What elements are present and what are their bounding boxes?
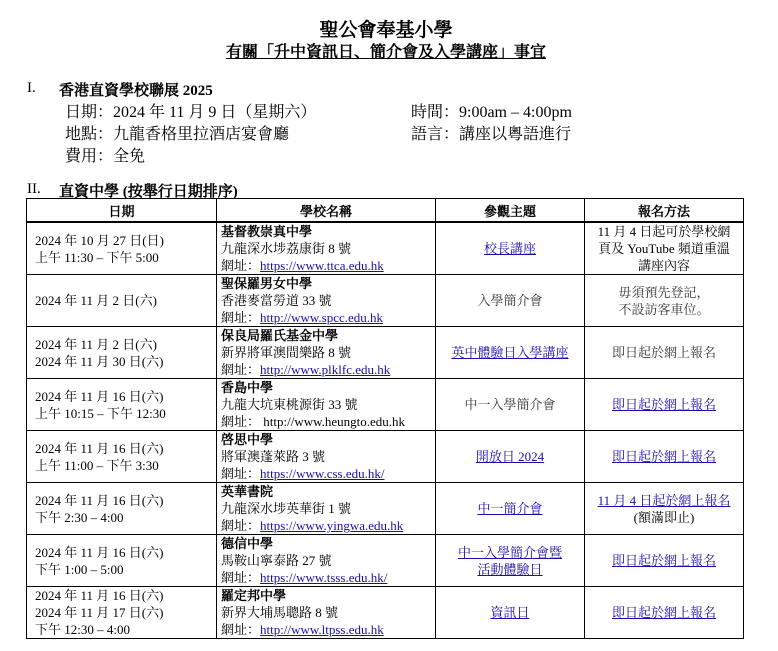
- school-address: 九龍深水埗英華街 1 號: [221, 501, 352, 516]
- theme-link[interactable]: 校長講座: [483, 241, 536, 256]
- school-name: 羅定邦中學: [221, 588, 287, 603]
- row-school: [217, 379, 436, 431]
- school-url-link[interactable]: https://www.ttca.edu.hk: [260, 258, 384, 273]
- theme-text: 中一入學簡介會: [464, 397, 556, 412]
- date-line: 下午 1:00 – 5:00: [35, 561, 124, 577]
- table-header-row: [27, 199, 744, 223]
- row-registration: [585, 587, 744, 639]
- url-label: 網址：: [221, 570, 261, 585]
- school-address: 將軍澳蓬萊路 3 號: [221, 449, 326, 464]
- section1-title: 香港直資學校聯展 2025: [59, 83, 213, 99]
- school-name: 保良局羅氏基金中學: [221, 328, 339, 343]
- registration-line: 頁及 YouTube 頻道重溫: [598, 241, 730, 256]
- row-registration: [585, 275, 744, 327]
- registration-line: 毋須預先登記，: [618, 284, 710, 300]
- row-date: [27, 483, 217, 535]
- date-line: 2024 年 11 月 2 日(六): [35, 293, 157, 308]
- school-name: 基督教崇真中學: [221, 224, 313, 239]
- expo-venue: 地點：九龍香格里拉酒店宴會廳: [65, 126, 290, 143]
- section2-title: 直資中學 (按舉行日期排序): [59, 184, 238, 200]
- school-url-link[interactable]: https://www.css.edu.hk/: [260, 466, 385, 481]
- expo-fee: 費用：全免: [65, 148, 146, 165]
- registration-link[interactable]: 即日起於網上報名: [611, 605, 716, 620]
- row-school: [217, 535, 436, 587]
- row-theme: [436, 222, 585, 275]
- registration-link[interactable]: 即日起於網上報名: [611, 449, 716, 464]
- row-registration: [585, 327, 744, 379]
- url-label: 網址：: [221, 258, 261, 273]
- header-theme: 參觀主題: [436, 199, 585, 223]
- row-date: [27, 535, 217, 587]
- url-label: 網址：: [221, 622, 261, 637]
- school-url-link[interactable]: http://www.plklfc.edu.hk: [260, 362, 391, 377]
- date-line: 2024 年 11 月 16 日(六): [35, 388, 164, 404]
- registration-line: 不設訪客車位。: [618, 301, 710, 317]
- row-theme: [436, 431, 585, 483]
- table-row: [27, 431, 744, 483]
- header-school: 學校名稱: [217, 199, 436, 223]
- table-row: [27, 535, 744, 587]
- row-school: [217, 327, 436, 379]
- school-address: 九龍大坑東桃源街 33 號: [221, 397, 358, 412]
- row-date: [27, 431, 217, 483]
- url-label: 網址：: [221, 518, 261, 533]
- row-registration: [585, 431, 744, 483]
- theme-link[interactable]: 開放日 2024: [475, 449, 545, 464]
- registration-link[interactable]: 即日起於網上報名: [611, 397, 716, 412]
- date-line: 下午 2:30 – 4:00: [35, 509, 124, 525]
- table-row: [27, 483, 744, 535]
- date-line: 上午 11:00 – 下午 3:30: [35, 457, 159, 473]
- row-date: [27, 222, 217, 275]
- date-line: 2024 年 11 月 16 日(六): [35, 588, 164, 603]
- table-row: [27, 587, 744, 639]
- theme-link[interactable]: 英中體驗日入學講座: [451, 345, 569, 360]
- theme-link[interactable]: 中一簡介會: [477, 501, 543, 516]
- theme-link[interactable]: 活動體驗日: [477, 561, 543, 577]
- date-line: 2024 年 11 月 2 日(六): [35, 336, 157, 352]
- header-registration: 報名方法: [585, 199, 744, 223]
- school-address: 香港麥當勞道 33 號: [221, 293, 332, 308]
- document-subtitle: 有關「升中資訊日、簡介會及入學講座」事宜: [225, 44, 546, 61]
- url-label: 網址：: [221, 466, 261, 481]
- row-date: [27, 379, 217, 431]
- expo-language: 語言：講座以粵語進行: [411, 126, 572, 143]
- expo-date: 日期：2024 年 11 月 9 日（星期六）: [65, 104, 317, 121]
- row-registration: [585, 535, 744, 587]
- school-name: 香島中學: [221, 380, 274, 395]
- document-title: 聖公會奉基小學: [319, 20, 453, 41]
- school-address: 九龍深水埗荔康街 8 號: [221, 241, 352, 256]
- school-url-link[interactable]: http://www.spcc.edu.hk: [260, 310, 384, 325]
- school-name: 聖保羅男女中學: [221, 276, 313, 291]
- section2-number: II.: [27, 181, 41, 197]
- school-url-link[interactable]: http://www.ltpss.edu.hk: [260, 622, 384, 637]
- row-theme: [436, 327, 585, 379]
- school-url-text: http://www.heungto.edu.hk: [263, 414, 406, 429]
- school-name: 德信中學: [221, 536, 274, 551]
- date-line: 2024 年 11 月 17 日(六): [35, 605, 164, 620]
- row-school: [217, 483, 436, 535]
- theme-link[interactable]: 中一入學簡介會暨: [457, 544, 562, 560]
- row-registration: [585, 483, 744, 535]
- row-school: [217, 431, 436, 483]
- date-line: 2024 年 11 月 30 日(六): [35, 353, 164, 369]
- row-theme: [436, 379, 585, 431]
- school-address: 新界將軍澳間樂路 8 號: [221, 345, 352, 360]
- date-line: 2024 年 11 月 16 日(六): [35, 440, 164, 456]
- table-row: [27, 379, 744, 431]
- row-school: [217, 222, 436, 275]
- school-url-link[interactable]: https://www.tsss.edu.hk/: [260, 570, 388, 585]
- registration-line: 講座內容: [637, 258, 690, 273]
- registration-link[interactable]: 11 月 4 日起於網上報名: [597, 492, 731, 508]
- school-url-link[interactable]: https://www.yingwa.edu.hk: [260, 518, 404, 533]
- section1-number: I.: [27, 80, 36, 96]
- row-school: [217, 275, 436, 327]
- school-address: 新界大埔馬聰路 8 號: [221, 605, 339, 620]
- school-address: 馬鞍山寧泰路 27 號: [221, 553, 332, 568]
- row-date: [27, 275, 217, 327]
- registration-line: 11 月 4 日起可於學校網: [597, 224, 731, 239]
- school-name: 英華書院: [221, 484, 274, 499]
- school-name: 啓思中學: [221, 432, 274, 447]
- theme-link[interactable]: 資訊日: [490, 605, 530, 620]
- school-table: [26, 198, 744, 639]
- registration-line: 即日起於網上報名: [611, 345, 716, 360]
- table-row: [27, 327, 744, 379]
- row-date: [27, 587, 217, 639]
- theme-text: 入學簡介會: [477, 293, 543, 308]
- row-school: [217, 587, 436, 639]
- row-theme: [436, 483, 585, 535]
- date-line: 上午 11:30 – 下午 5:00: [35, 249, 159, 265]
- date-line: 2024 年 10 月 27 日(日): [35, 232, 164, 248]
- date-line: 2024 年 11 月 16 日(六): [35, 492, 164, 508]
- registration-note: (額滿即止): [633, 509, 695, 525]
- expo-time: 時間：9:00am – 4:00pm: [411, 104, 572, 121]
- row-theme: [436, 275, 585, 327]
- registration-link[interactable]: 即日起於網上報名: [611, 553, 716, 568]
- table-row: [27, 275, 744, 327]
- date-line: 下午 12:30 – 4:00: [35, 622, 130, 637]
- row-date: [27, 327, 217, 379]
- url-label: 網址：: [221, 414, 264, 429]
- row-theme: [436, 535, 585, 587]
- url-label: 網址：: [221, 362, 261, 377]
- row-theme: [436, 587, 585, 639]
- header-date: 日期: [27, 199, 217, 223]
- table-row: [27, 222, 744, 275]
- url-label: 網址：: [221, 310, 261, 325]
- row-registration: [585, 379, 744, 431]
- date-line: 2024 年 11 月 16 日(六): [35, 544, 164, 560]
- date-line: 上午 10:15 – 下午 12:30: [35, 405, 166, 421]
- row-registration: [585, 222, 744, 275]
